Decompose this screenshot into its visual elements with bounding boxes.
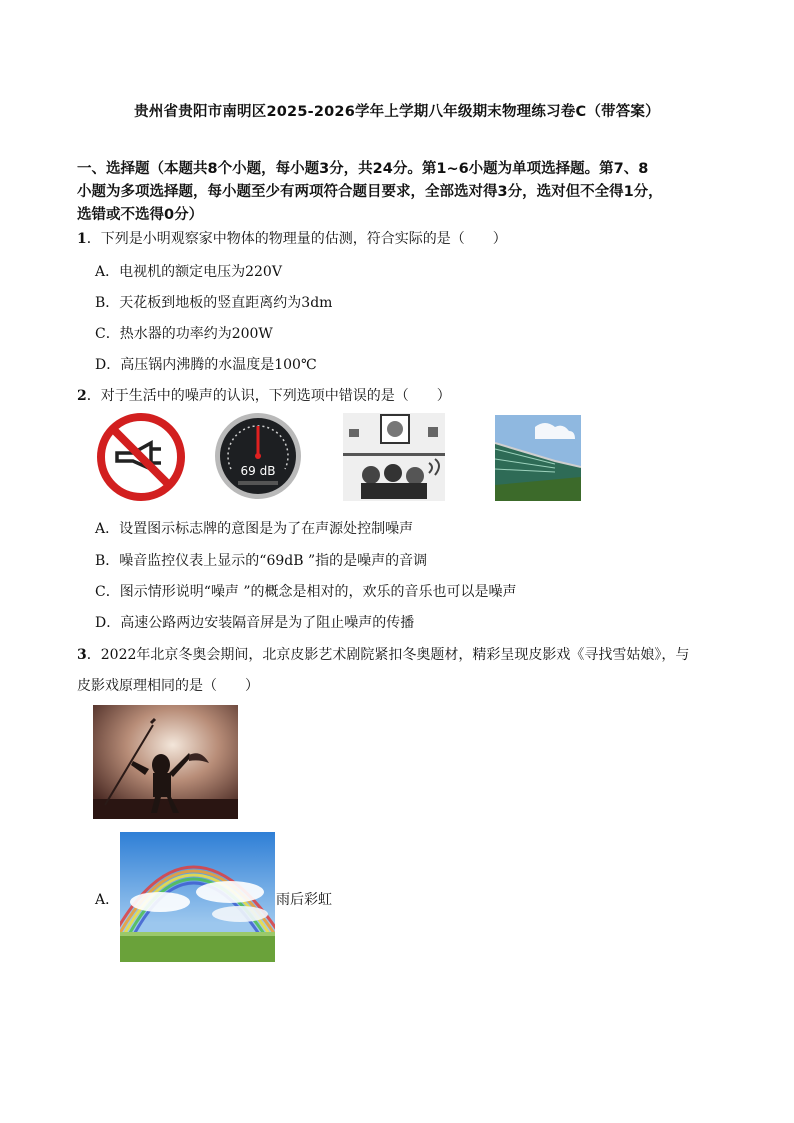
section-heading-line-1: 一、选择题（本题共8个小题，每小题3分，共24分。第1~6小题为单项选择题。第7、8 [77,161,649,177]
question-2-number: 2 [77,388,87,404]
question-2-option-b: B．噪音监控仪表上显示的“69dB ”指的是噪声的音调 [95,553,428,569]
question-3-number: 3 [77,647,87,663]
sound-barrier-figure [495,415,581,501]
section-heading-line-2: 小题为多项选择题，每小题至少有两项符合题目要求，全部选对得3分，选对但不全得1分， [77,184,663,200]
rainbow-figure [120,832,275,962]
question-1-stem [77,228,507,248]
question-1-option-c: C．热水器的功率约为200W [95,326,273,342]
section-heading [77,158,727,227]
question-1-option-a: A．电视机的额定电压为220V [95,264,282,280]
question-1-text: ．下列是小明观察家中物体的物理量的估测，符合实际的是（ ） [86,231,507,247]
question-2-figures [93,411,593,511]
question-3-stem-line-1 [77,644,689,664]
decibel-meter-figure [213,411,303,503]
question-2-option-d: D．高速公路两边安装隔音屏是为了阻止噪声的传播 [95,615,415,631]
question-2-stem [77,385,451,405]
question-3-stem-line-2: 皮影戏原理相同的是（ ） [77,678,259,694]
question-3-text-line-1: ．2022年北京冬奥会期间，北京皮影艺术剧院紧扣冬奥题材，精彩呈现皮影戏《寻找雪姑娘》，与 [86,647,690,663]
shadow-play-figure [93,705,238,819]
question-1-option-b: B．天花板到地板的竖直距离约为3dm [95,295,333,311]
question-3-option-a-text: 雨后彩虹 [276,892,332,908]
question-3-option-a-letter: A． [95,892,120,908]
document-title: 贵州省贵阳市南明区2025-2026学年上学期八年级期末物理练习卷C（带答案） [134,104,660,120]
question-2-text: ．对于生活中的噪声的认识，下列选项中错误的是（ ） [86,388,451,404]
no-horn-sign-figure [93,411,189,507]
question-1-number: 1 [77,231,87,247]
meter-reading: 69 dB [240,464,276,478]
question-2-option-a: A．设置图示标志牌的意图是为了在声源处控制噪声 [95,521,414,537]
noisy-music-cartoon-figure [343,413,445,501]
question-2-option-c: C．图示情形说明“噪声 ”的概念是相对的，欢乐的音乐也可以是噪声 [95,584,517,600]
question-1-option-d: D．高压锅内沸腾的水温度是100℃ [95,357,317,373]
section-heading-line-3: 选错或不选得0分） [77,207,204,223]
